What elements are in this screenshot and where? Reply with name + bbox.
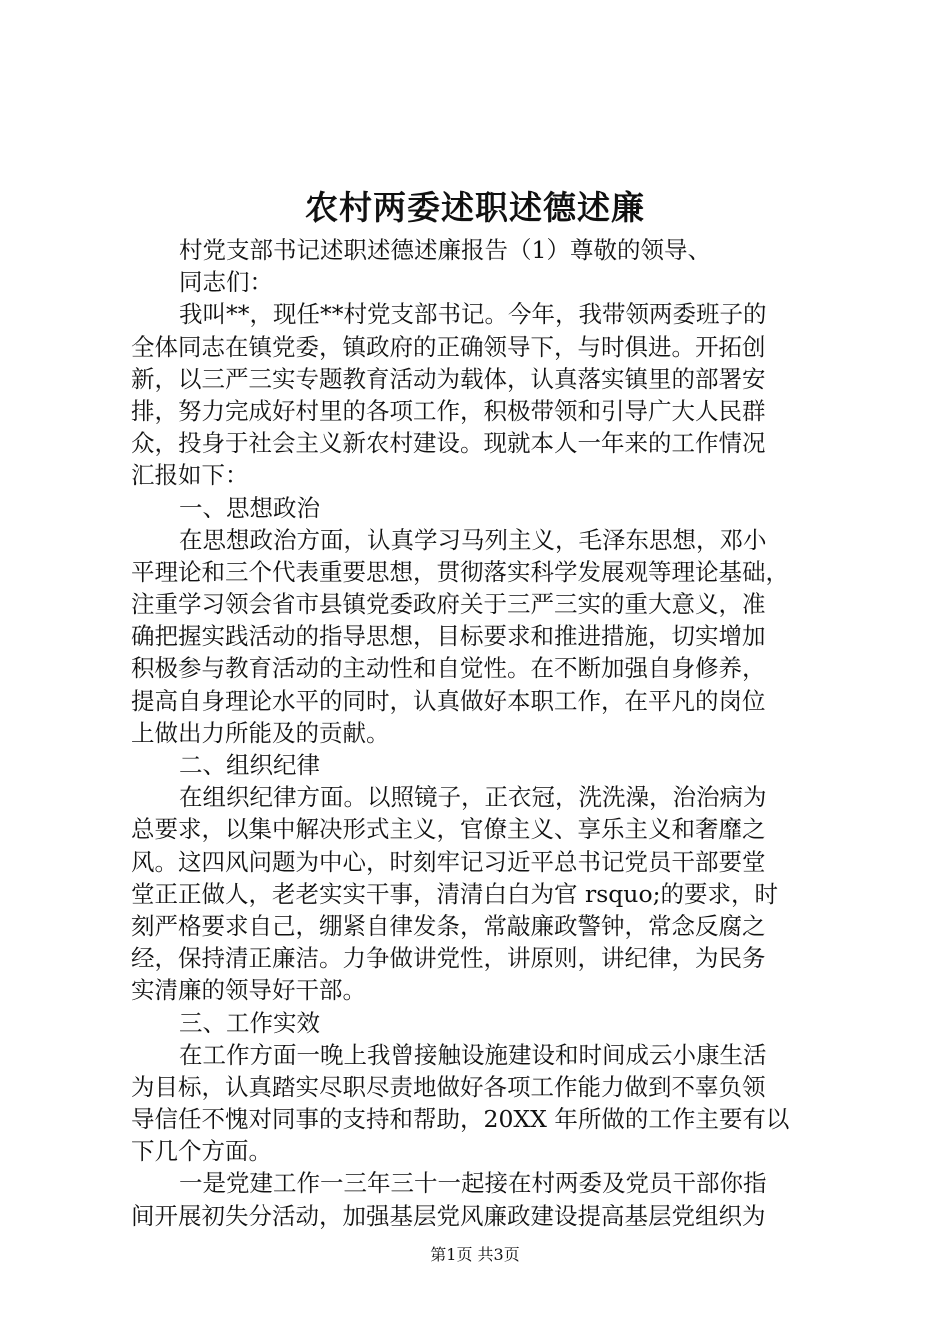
body-line: 我叫**，现任**村党支部书记。今年，我带领两委班子的	[179, 300, 767, 329]
body-line: 下几个方面。	[131, 1137, 272, 1166]
body-line: 一是党建工作一三年三十一起接在村两委及党员干部你指	[179, 1169, 767, 1198]
body-line: 新，以三严三实专题教育活动为载体，认真落实镇里的部署安	[131, 364, 766, 393]
body-line: 三、工作实效	[179, 1008, 320, 1037]
body-line: 汇报如下：	[131, 461, 249, 490]
body-line: 二、组织纪律	[179, 751, 320, 779]
body-line: 在工作方面一晚上我曾接触设施建设和时间成云小康生活	[179, 1040, 767, 1069]
body-line: 在思想政治方面，认真学习马列主义，毛泽东思想，邓小	[179, 525, 767, 554]
body-line: 同志们：	[179, 268, 273, 297]
body-line: 村党支部书记述职述德述廉报告（1）尊敬的领导、	[179, 236, 711, 264]
body-line: 风。这四风问题为中心，时刻牢记习近平总书记党员干部要堂	[131, 847, 766, 876]
document-title: 农村两委述职述德述廉	[305, 188, 645, 227]
body-line: 确把握实践活动的指导思想，目标要求和推进措施，切实增加	[131, 622, 766, 651]
body-line: 积极参与教育活动的主动性和自觉性。在不断加强自身修养，	[131, 654, 766, 683]
body-line: 总要求，以集中解决形式主义，官僚主义、享乐主义和奢靡之	[131, 815, 766, 844]
body-line: 众，投身于社会主义新农村建设。现就本人一年来的工作情况	[131, 429, 766, 458]
body-line: 排，努力完成好村里的各项工作，积极带领和引导广大人民群	[131, 396, 766, 425]
body-line: 一、思想政治	[179, 493, 320, 522]
body-line: 全体同志在镇党委，镇政府的正确领导下，与时俱进。开拓创	[131, 332, 766, 361]
body-line: 导信任不愧对同事的支持和帮助，20XX 年所做的工作主要有以	[131, 1105, 790, 1134]
body-line: 经，保持清正廉洁。力争做讲党性，讲原则，讲纪律，为民务	[131, 944, 766, 973]
body-line: 实清廉的领导好干部。	[131, 976, 366, 1005]
body-line: 提高自身理论水平的同时，认真做好本职工作，在平凡的岗位	[131, 686, 766, 715]
page-footer: 第1页 共3页	[430, 1245, 520, 1264]
body-line: 注重学习领会省市县镇党委政府关于三严三实的重大意义，准	[131, 590, 766, 619]
body-line: 上做出力所能及的贡献。	[131, 718, 390, 747]
body-line: 堂正正做人，老老实实干事，清清白白为官 rsquo;的要求，时	[131, 879, 779, 908]
body-line: 间开展初失分活动，加强基层党风廉政建设提高基层党组织为	[131, 1201, 766, 1230]
document-body	[131, 234, 831, 1232]
body-line: 为目标，认真踏实尽职尽责地做好各项工作能力做到不辜负领	[131, 1072, 766, 1101]
body-line: 在组织纪律方面。以照镜子，正衣冠，洗洗澡，治治病为	[179, 783, 767, 812]
body-line: 平理论和三个代表重要思想，贯彻落实科学发展观等理论基础，	[131, 557, 789, 586]
body-line: 刻严格要求自己，绷紧自律发条，常敲廉政警钟，常念反腐之	[131, 911, 766, 940]
